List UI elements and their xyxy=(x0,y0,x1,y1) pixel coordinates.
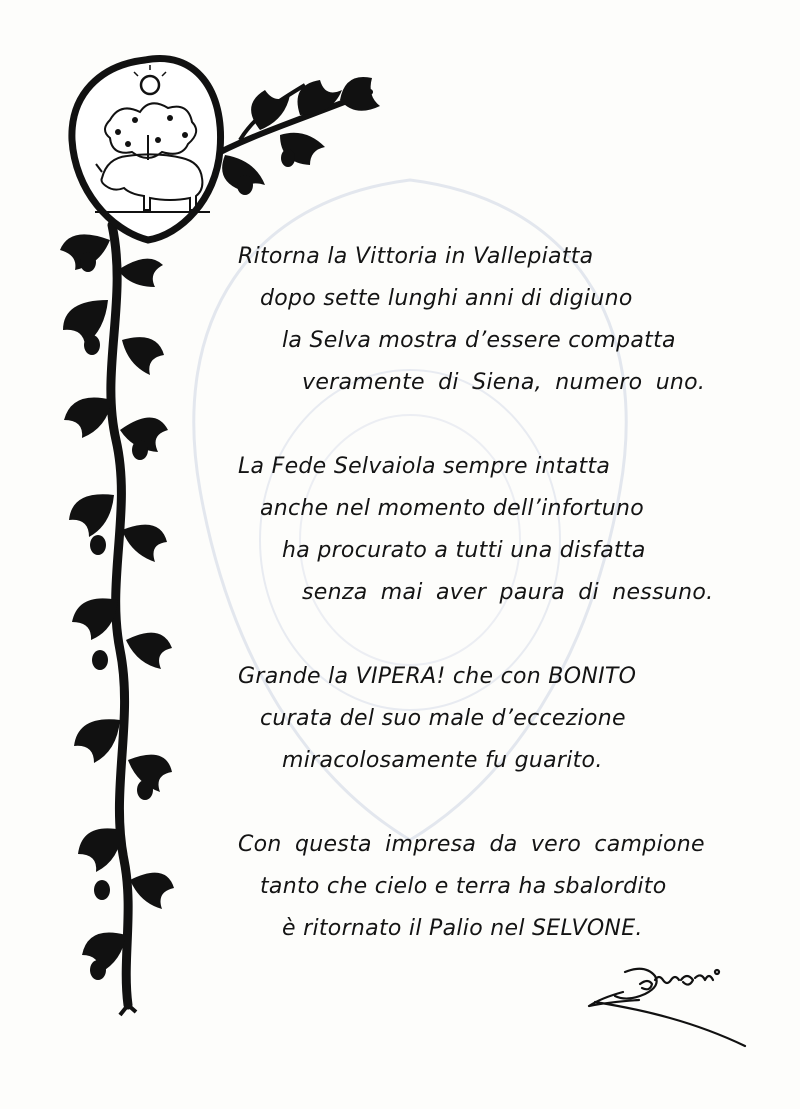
poem-line: è ritornato il Palio nel SELVONE. xyxy=(282,916,643,941)
poem-line: Ritorna la Vittoria in Vallepiatta xyxy=(238,244,594,269)
stanza-4 xyxy=(238,824,778,950)
poem-line: veramente di Siena, numero uno. xyxy=(302,370,706,395)
poem-line: ha procurato a tutti una disfatta xyxy=(282,538,646,563)
poem-text xyxy=(238,236,778,992)
stanza-3 xyxy=(238,656,778,782)
stanza-1 xyxy=(238,236,778,404)
poem-line: dopo sette lunghi anni di digiuno xyxy=(260,286,633,311)
poem-line: anche nel momento dell’infortuno xyxy=(260,496,645,521)
poem-line: Con questa impresa da vero campione xyxy=(238,832,705,857)
poem-line: senza mai aver paura di nessuno. xyxy=(302,580,714,605)
author-signature xyxy=(585,962,755,1052)
poem-line: la Selva mostra d’essere compatta xyxy=(282,328,676,353)
poem-line: miracolosamente fu guarito. xyxy=(282,748,603,773)
poem-line: La Fede Selvaiola sempre intatta xyxy=(238,454,611,479)
poem-line: curata del suo male d’eccezione xyxy=(260,706,626,731)
poem-line: Grande la VIPERA! che con BONITO xyxy=(238,664,637,689)
stanza-2 xyxy=(238,446,778,614)
poem-line: tanto che cielo e terra ha sbalordito xyxy=(260,874,667,899)
